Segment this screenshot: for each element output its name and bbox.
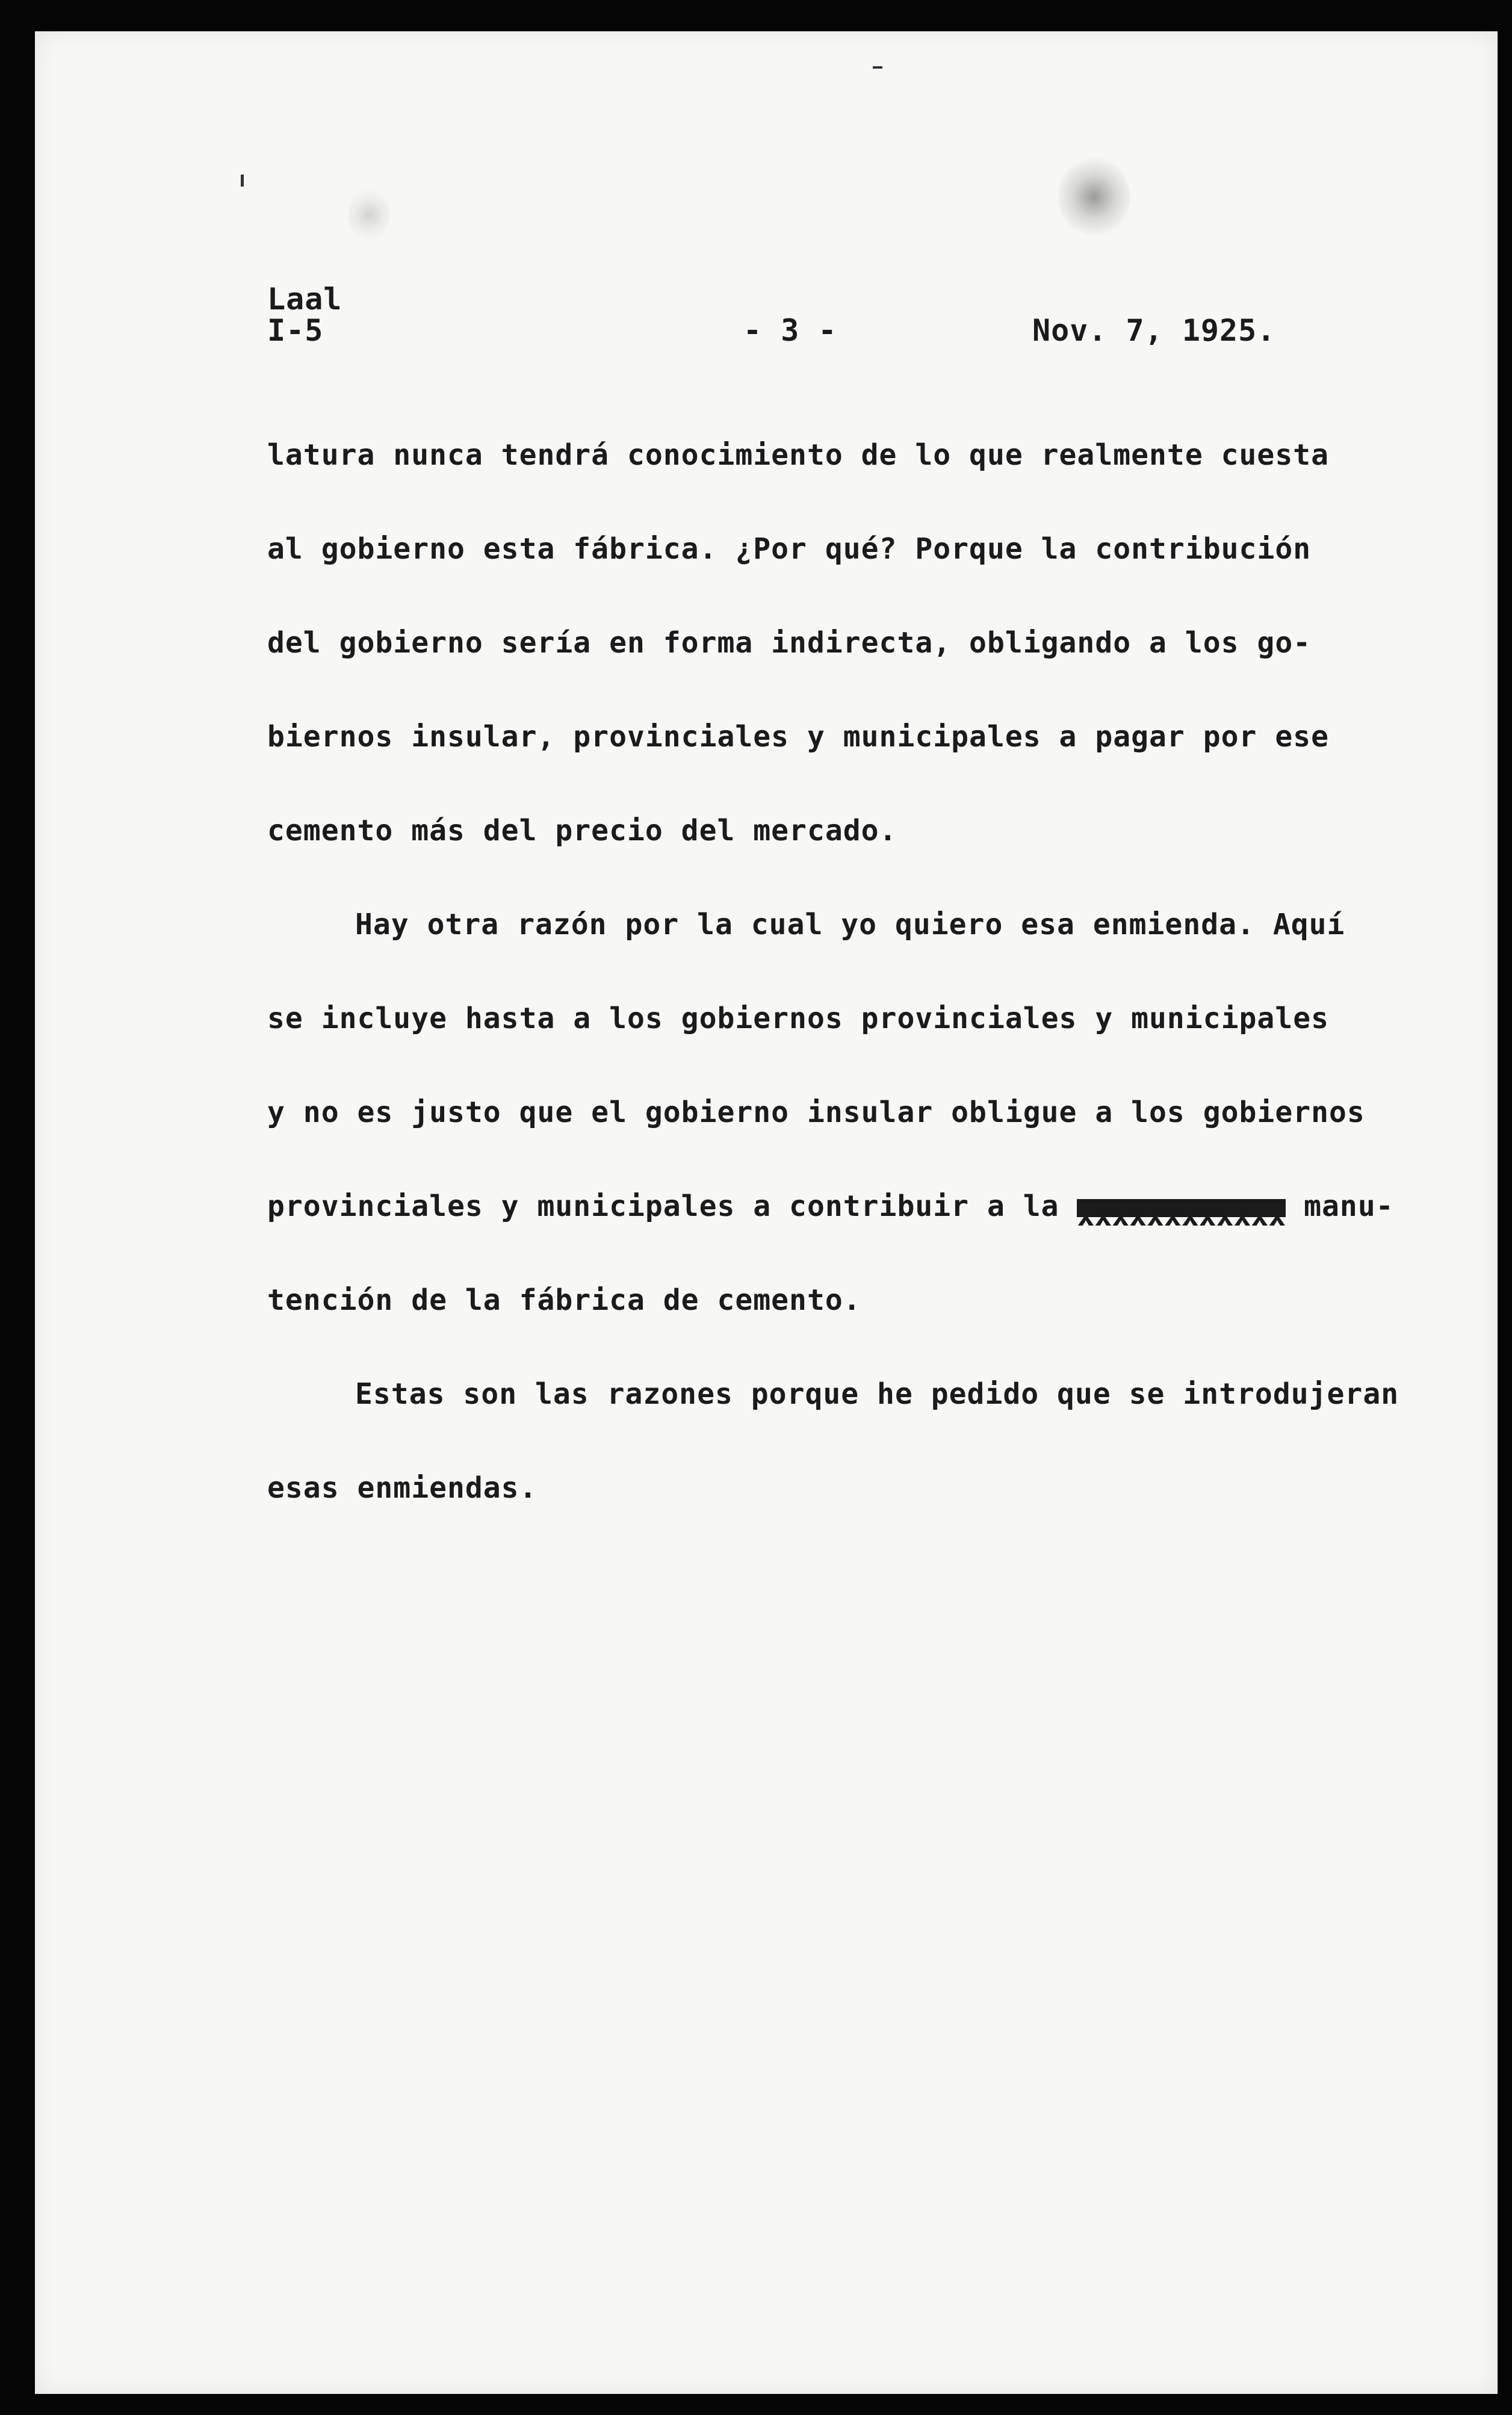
body-line: latura nunca tendrá conocimiento de lo que realmente cuesta — [267, 438, 1330, 472]
body-line: al gobierno esta fábrica. ¿Por qué? Porque la contribución — [267, 532, 1312, 566]
document-date: Nov. 7, 1925. — [1032, 313, 1276, 348]
body-line: Estas son las razones porque he pedido que se introdujeran — [355, 1377, 1399, 1411]
stray-mark — [241, 175, 244, 187]
body-line: y no es justo que el gobierno insular obligue a los gobiernos — [267, 1096, 1365, 1129]
body-line: esas enmiendas. — [267, 1471, 538, 1505]
body-line — [267, 1189, 1394, 1233]
page-number: - 3 - — [743, 313, 837, 348]
body-line: del gobierno sería en forma indirecta, obligando a los go- — [267, 626, 1312, 660]
header-code-line2: I-5 — [267, 313, 324, 348]
header-code-line1: Laal — [267, 282, 342, 317]
stray-mark — [873, 66, 882, 69]
body-line-segment: provinciales y municipales a contribuir a la — [267, 1189, 1059, 1223]
body-line: tención de la fábrica de cemento. — [267, 1283, 861, 1317]
ink-smudge — [1058, 158, 1130, 236]
body-line: se incluye hasta a los gobiernos provinciales y municipales — [267, 1002, 1330, 1035]
body-line: cemento más del precio del mercado. — [267, 814, 897, 848]
ink-smudge — [348, 188, 390, 242]
body-line: Hay otra razón por la cual yo quiero esa enmienda. Aquí — [355, 908, 1345, 941]
struck-out-word: xxxxxxxxxxxx — [1077, 1199, 1286, 1233]
body-line-segment: manu- — [1304, 1189, 1394, 1223]
body-line: biernos insular, provinciales y municipales a pagar por ese — [267, 720, 1330, 754]
